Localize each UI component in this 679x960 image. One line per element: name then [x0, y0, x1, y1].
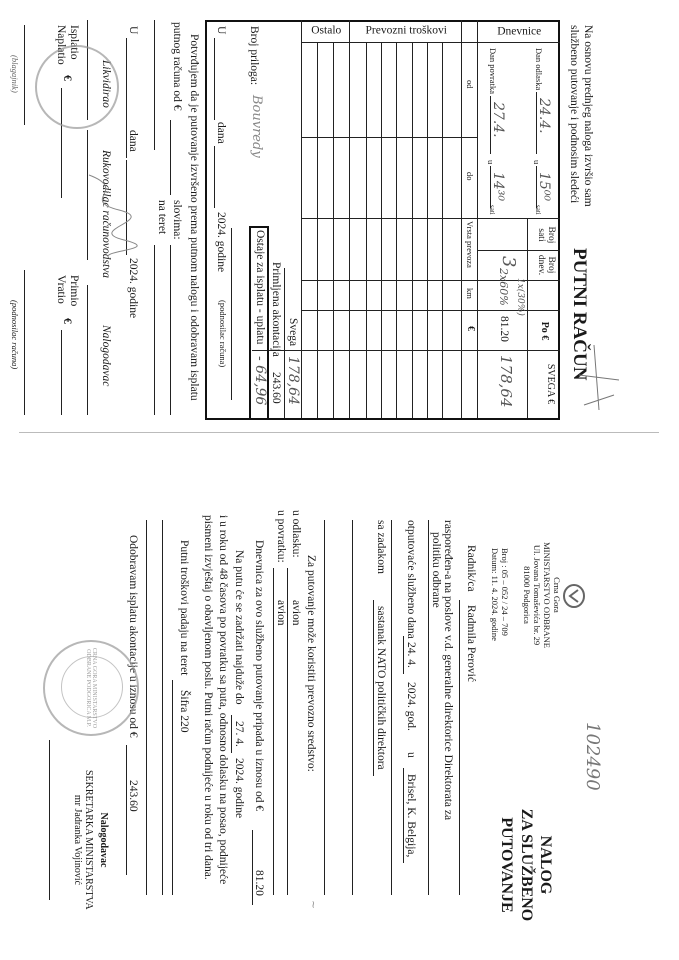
dnevnica-value: 81.20: [253, 870, 265, 896]
primljena-akontacija-value: 243.60: [270, 372, 282, 404]
crest-country: Crna Gora: [552, 577, 562, 613]
intro-line-2: službeno putovanje i podnosim sledeći: [568, 25, 580, 204]
dnevnica-label: Dnevnica za ovo službeno putovanje pripada u iznosu od €: [253, 540, 265, 812]
col-do: do: [465, 172, 475, 181]
troskovi-label: Putni troškovi padaju na teret: [178, 540, 190, 676]
stamp-text: CRNA GORA MINISTARSTVO ODBRANE PODGORICA M.P.: [85, 647, 97, 729]
rukovodilac-label: Rukovodilac računovodstva: [100, 150, 112, 279]
handwritten-signature: [69, 170, 139, 260]
section-ostalo: Ostalo: [311, 24, 342, 37]
odlazak-value: avion: [290, 600, 302, 626]
ministry-address: Ul. Jovana Tomaševića br. 29: [532, 544, 542, 646]
odlazak-time: 15⁰⁰: [536, 166, 551, 208]
povratak-value: avion: [275, 600, 287, 626]
dnevnica-note-2: 1x(30%): [515, 278, 525, 316]
primio-label: Primio: [68, 275, 80, 307]
svega-value: 178,64: [497, 355, 515, 408]
u-label: u: [532, 160, 542, 165]
sekretarka-title: SEKRETARKA MINISTARSTVA: [83, 770, 94, 910]
godine-label: 2024. godine: [127, 258, 139, 319]
nalog-title-3: PUTOVANJE: [498, 817, 515, 913]
rasporeden-value-2: politiku odbrane: [430, 532, 442, 608]
nalogodavac-label: Nalogodavac: [98, 812, 109, 868]
sati-label: sati: [488, 205, 496, 215]
isplatio-label: Isplatio: [68, 25, 80, 60]
col-po: Po €: [539, 321, 550, 341]
svega-total: 178,64: [285, 356, 301, 405]
povratak-label: u povratku:: [275, 510, 287, 563]
dan-povratka-value: 27.4.: [490, 96, 505, 154]
document-date: Datum: 11. 4. 2024. godine: [490, 548, 500, 641]
handwritten-initials-mark: [574, 340, 624, 420]
destination: Brisel, K. Belgija,: [404, 768, 417, 863]
u-label: u: [405, 752, 417, 758]
rasporeden-label: raspoređen-a na poslove: [442, 520, 454, 632]
svega-label: Svega: [287, 318, 299, 347]
eur-sign: €: [61, 75, 73, 81]
rasporeden-value: v.d. generalne direktorice Direktorata za: [442, 635, 454, 821]
podnosilac-footer-label: (podnosilac računa): [10, 300, 20, 370]
otputovace-label: otputovaće službeno dana: [405, 520, 417, 639]
nalogodavac-label: Nalogodavac: [100, 325, 112, 387]
document-number: Broj : 05 – 052 / 24 – 709: [500, 548, 510, 636]
page-fold-divider: [19, 432, 659, 433]
section-prevozni-troskovi: Prevozni troškovi: [365, 24, 447, 37]
departure-date: 24. 4.: [404, 636, 417, 674]
izvjestaj-line-1: i u roku od 48 časova po povratku sa puta, odnosno dolasku na posao, podnijeće: [217, 515, 229, 885]
po-value: 81.20: [498, 316, 510, 342]
return-year: 2024. godine: [233, 758, 245, 819]
broj-priloga-label: Broj priloga:: [248, 26, 260, 86]
broj-dnev-value: 3: [498, 256, 519, 268]
signatory-name: mr Jadranka Vojinović: [72, 794, 83, 886]
handwritten-number: 102490: [582, 722, 603, 791]
u-label: U: [215, 26, 227, 35]
dana-label: dana: [127, 130, 139, 152]
ministry-stamp: [43, 640, 139, 736]
povratak-time: 14³⁰: [490, 166, 505, 208]
col-vrsta-prevoza: Vrsta prevoza: [465, 221, 475, 268]
ministry-city: 81000 Podgorica: [522, 566, 532, 624]
ministry-name: MINISTARSTVO ODBRANE: [542, 542, 552, 648]
blagajnik-label: (blagajnik): [10, 55, 20, 93]
zadatak-label: sa zadakom: [375, 520, 387, 574]
potvrda-line-2: putnog računa od €: [171, 22, 183, 111]
ministry-stamp-faint: [35, 45, 119, 129]
nalog-title-1: NALOG: [537, 835, 554, 895]
odlazak-label: u odlasku:: [290, 510, 302, 558]
dan-odlaska-label: Dan odlaska: [534, 48, 544, 91]
u-label: U: [127, 26, 139, 35]
ostaje-label: Ostaje za isplatu - uplatu: [254, 230, 266, 345]
col-broj-sati: Broj sati: [536, 226, 556, 244]
naplatio-label: Naplatio: [55, 25, 67, 65]
u-label: u: [486, 160, 496, 165]
page-title: PUTNI RAČUN: [569, 248, 590, 381]
eur-sign: €: [61, 318, 73, 324]
col-od: od: [465, 80, 475, 89]
primljena-akontacija-label: Primljena akontacija: [270, 262, 282, 357]
zadatak-value: sastanak NATO političkih direktora: [374, 600, 387, 776]
col-eur: €: [465, 326, 476, 331]
crest-icon: [562, 582, 586, 610]
radnik-label: Radnik/ca: [465, 545, 477, 592]
troskovi-value: Šifra 220: [178, 690, 190, 733]
col-broj-dnev: Broj dnev.: [536, 254, 556, 276]
vratio-label: Vratio: [55, 275, 67, 304]
zadrzati-label: Na putu će se zadržati najduže do: [233, 550, 245, 705]
likvidirao-label: Likvidirao: [100, 60, 112, 108]
return-date: 27. 4.: [232, 715, 245, 753]
broj-priloga-value: Bouvredy: [249, 95, 264, 158]
potvrda-line-1: Potvrđujem da je putovanje izvršeno prema putnom nalogu i odobravam isplatu: [188, 34, 200, 401]
dan-odlaska-value: 24.4.: [536, 92, 551, 154]
col-km: km: [465, 288, 475, 299]
dan-povratka-label: Dan povratka: [488, 48, 498, 95]
godine-label: 2024. godine: [215, 212, 227, 273]
radnik-value: Radmila Perović: [465, 605, 477, 682]
akontacija-value: 243.60: [127, 780, 139, 812]
intro-line-1: Na osnovu prednjeg naloga izvršio sam: [582, 25, 594, 207]
akontacija-label: Odobravam isplatu akontacije u iznosu od €: [127, 535, 139, 738]
slovima-label: slovima:: [171, 200, 183, 240]
nalog-title-2: ZA SLUŽBENO: [518, 808, 535, 922]
na-teret-label: na teret: [156, 200, 168, 235]
dana-label: dana: [215, 122, 227, 144]
departure-year: 2024. god.: [405, 682, 417, 731]
dnevnica-note: 2x60%: [497, 268, 510, 306]
prevoz-label: Za putovanje može koristiti prevozno sredstvo:: [305, 555, 317, 772]
col-svega: SVEGA €: [545, 363, 556, 405]
ostaje-value: - 64,96: [252, 356, 268, 406]
section-dnevnice: Dnevnice: [497, 25, 542, 38]
handwritten-mark: ~: [307, 900, 320, 910]
sati-label: sati: [534, 205, 542, 215]
podnosilac-label: (podnosilac računa): [218, 300, 228, 368]
izvjestaj-line-2: pismeni izvještaj o obavljenom poslu. Putni račun podnijeće u roku od tri dana.: [202, 515, 214, 880]
